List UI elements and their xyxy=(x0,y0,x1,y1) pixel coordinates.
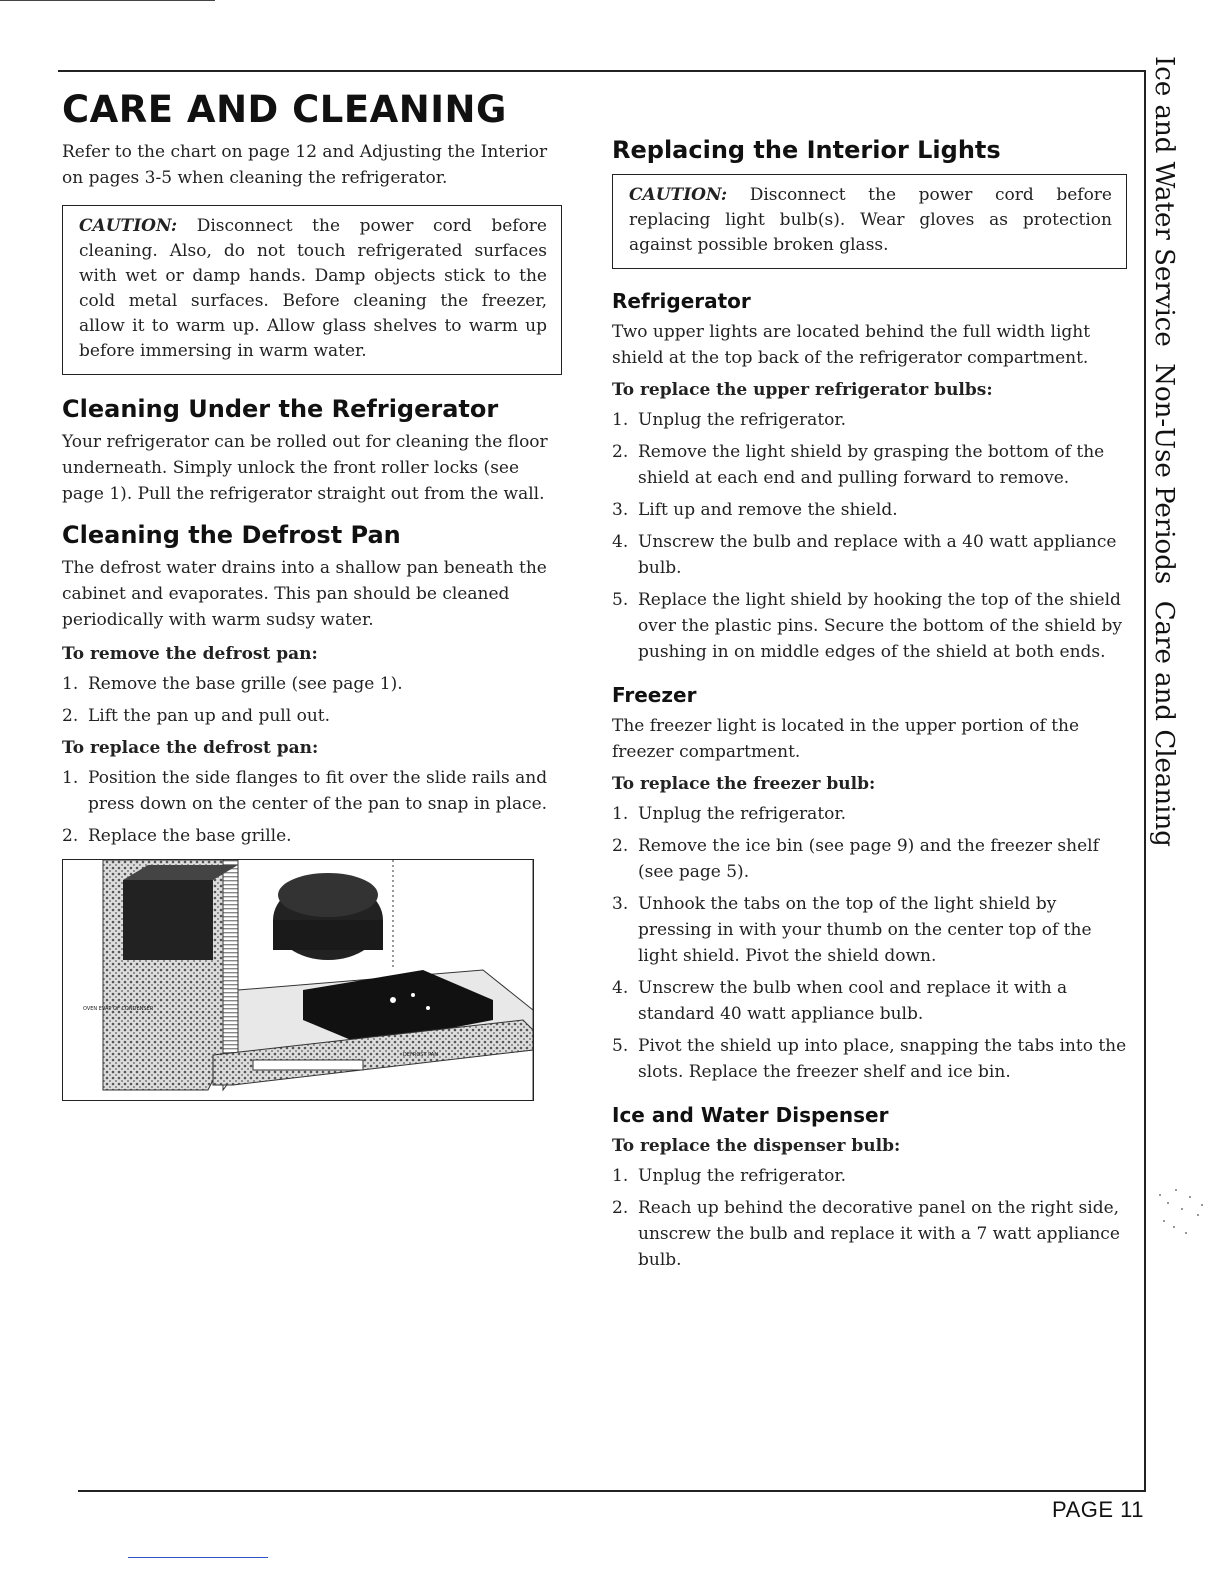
scan-edge-line xyxy=(0,0,215,1)
caution-label: CAUTION: xyxy=(629,185,728,205)
dispenser-bulb-steps xyxy=(612,1163,1127,1273)
defrost-pan-illustration xyxy=(62,859,534,1101)
freezer-bulb-steps xyxy=(612,801,1127,1085)
caution-box xyxy=(62,205,562,375)
dispenser-bulb-heading: To replace the dispenser bulb: xyxy=(612,1136,901,1156)
page-number: PAGE 11 xyxy=(1052,1497,1144,1522)
defrost-text: The defrost water drains into a shallow pan beneath the cabinet and evaporates. This pan should be cleaned periodically with warm sudsy water. xyxy=(62,558,547,630)
section-heading-defrost: Cleaning the Defrost Pan xyxy=(62,521,401,549)
subsection-heading-refrigerator: Refrigerator xyxy=(612,289,751,313)
freezer-text: The freezer light is located in the upper portion of the freezer compartment. xyxy=(612,716,1080,762)
caution-text: Disconnect the power cord before cleaning. Also, do not touch refrigerated surfaces with wet or damp hands. Damp objects stick to the cold metal surfaces. Before cleaning the freezer, allow it to warm up. Allow glass shelves to warm up before immersing in warm water. xyxy=(79,216,547,361)
fridge-bulb-heading: To replace the upper refrigerator bulbs: xyxy=(612,380,993,400)
bottom-rule xyxy=(78,1490,1146,1492)
right-column xyxy=(612,136,1127,1279)
defrost-pan-drawing xyxy=(63,860,533,1100)
left-column xyxy=(62,88,562,1101)
scan-edge-line xyxy=(128,1557,268,1558)
replace-pan-steps xyxy=(62,765,562,849)
list-item: 4. Unscrew the bulb and replace with a 40 watt appliance bulb. xyxy=(612,532,1117,578)
list-item: 2. Reach up behind the decorative panel on the right side, unscrew the bulb and replace it with a 7 watt appliance bulb. xyxy=(612,1198,1120,1270)
list-item: 2. Lift the pan up and pull out. xyxy=(62,706,331,726)
page-title: CARE AND CLEANING xyxy=(62,88,507,131)
scan-speckles xyxy=(1150,1175,1210,1245)
fridge-bulb-steps xyxy=(612,407,1127,665)
condenser-label: OVEN EVAP OF CONDENSER xyxy=(83,1006,154,1012)
section-heading-lights: Replacing the Interior Lights xyxy=(612,136,1001,164)
section-heading-under: Cleaning Under the Refrigerator xyxy=(62,395,499,423)
right-rule xyxy=(1144,70,1146,1490)
replace-pan-heading: To replace the defrost pan: xyxy=(62,738,319,758)
under-text: Your refrigerator can be rolled out for cleaning the floor underneath. Simply unlock the front roller locks (see page 1). Pull the refrigerator straight out from the wall. xyxy=(62,432,548,504)
lights-caution-box xyxy=(612,174,1127,269)
top-rule xyxy=(58,70,1144,72)
side-tab-text: Ice and Water Service Non-Use Periods Care and Cleaning xyxy=(1149,56,1179,847)
defrost-pan-label: DEFROST PAN xyxy=(403,1052,438,1058)
caution-label: CAUTION: xyxy=(79,216,178,236)
list-item: 5. Pivot the shield up into place, snapping the tabs into the slots. Replace the freezer shelf and ice bin. xyxy=(612,1036,1127,1082)
freezer-bulb-heading: To replace the freezer bulb: xyxy=(612,774,876,794)
list-item: 1. Unplug the refrigerator. xyxy=(612,410,847,430)
list-item: 2. Remove the light shield by grasping the bottom of the shield at each end and pulling forward to remove. xyxy=(612,442,1105,488)
list-item: 1. Unplug the refrigerator. xyxy=(612,804,847,824)
caution-text: Disconnect the power cord before replacing light bulb(s). Wear gloves as protection against possible broken glass. xyxy=(629,185,1112,255)
list-item: 3. Lift up and remove the shield. xyxy=(612,500,898,520)
subsection-heading-dispenser: Ice and Water Dispenser xyxy=(612,1103,889,1127)
section-side-tab xyxy=(1148,56,1192,1036)
list-item: 3. Unhook the tabs on the top of the light shield by pressing in with your thumb on the center top of the light shield. Pivot the shield down. xyxy=(612,894,1092,966)
list-item: 1. Position the side flanges to fit over the slide rails and press down on the center of the pan to snap in place. xyxy=(62,768,548,814)
intro-text: Refer to the chart on page 12 and Adjusting the Interior on pages 3-5 when cleaning the refrigerator. xyxy=(62,142,548,188)
remove-pan-heading: To remove the defrost pan: xyxy=(62,644,318,664)
subsection-heading-freezer: Freezer xyxy=(612,683,697,707)
list-item: 5. Replace the light shield by hooking the top of the shield over the plastic pins. Secure the bottom of the shield by pushing in on middle edges of the shield at both ends. xyxy=(612,590,1122,662)
fridge-text: Two upper lights are located behind the full width light shield at the top back of the refrigerator compartment. xyxy=(612,322,1091,368)
list-item: 1. Unplug the refrigerator. xyxy=(612,1166,847,1186)
remove-pan-steps xyxy=(62,671,562,729)
list-item: 2. Replace the base grille. xyxy=(62,826,292,846)
list-item: 2. Remove the ice bin (see page 9) and the freezer shelf (see page 5). xyxy=(612,836,1099,882)
list-item: 4. Unscrew the bulb when cool and replace it with a standard 40 watt appliance bulb. xyxy=(612,978,1068,1024)
list-item: 1. Remove the base grille (see page 1). xyxy=(62,674,403,694)
